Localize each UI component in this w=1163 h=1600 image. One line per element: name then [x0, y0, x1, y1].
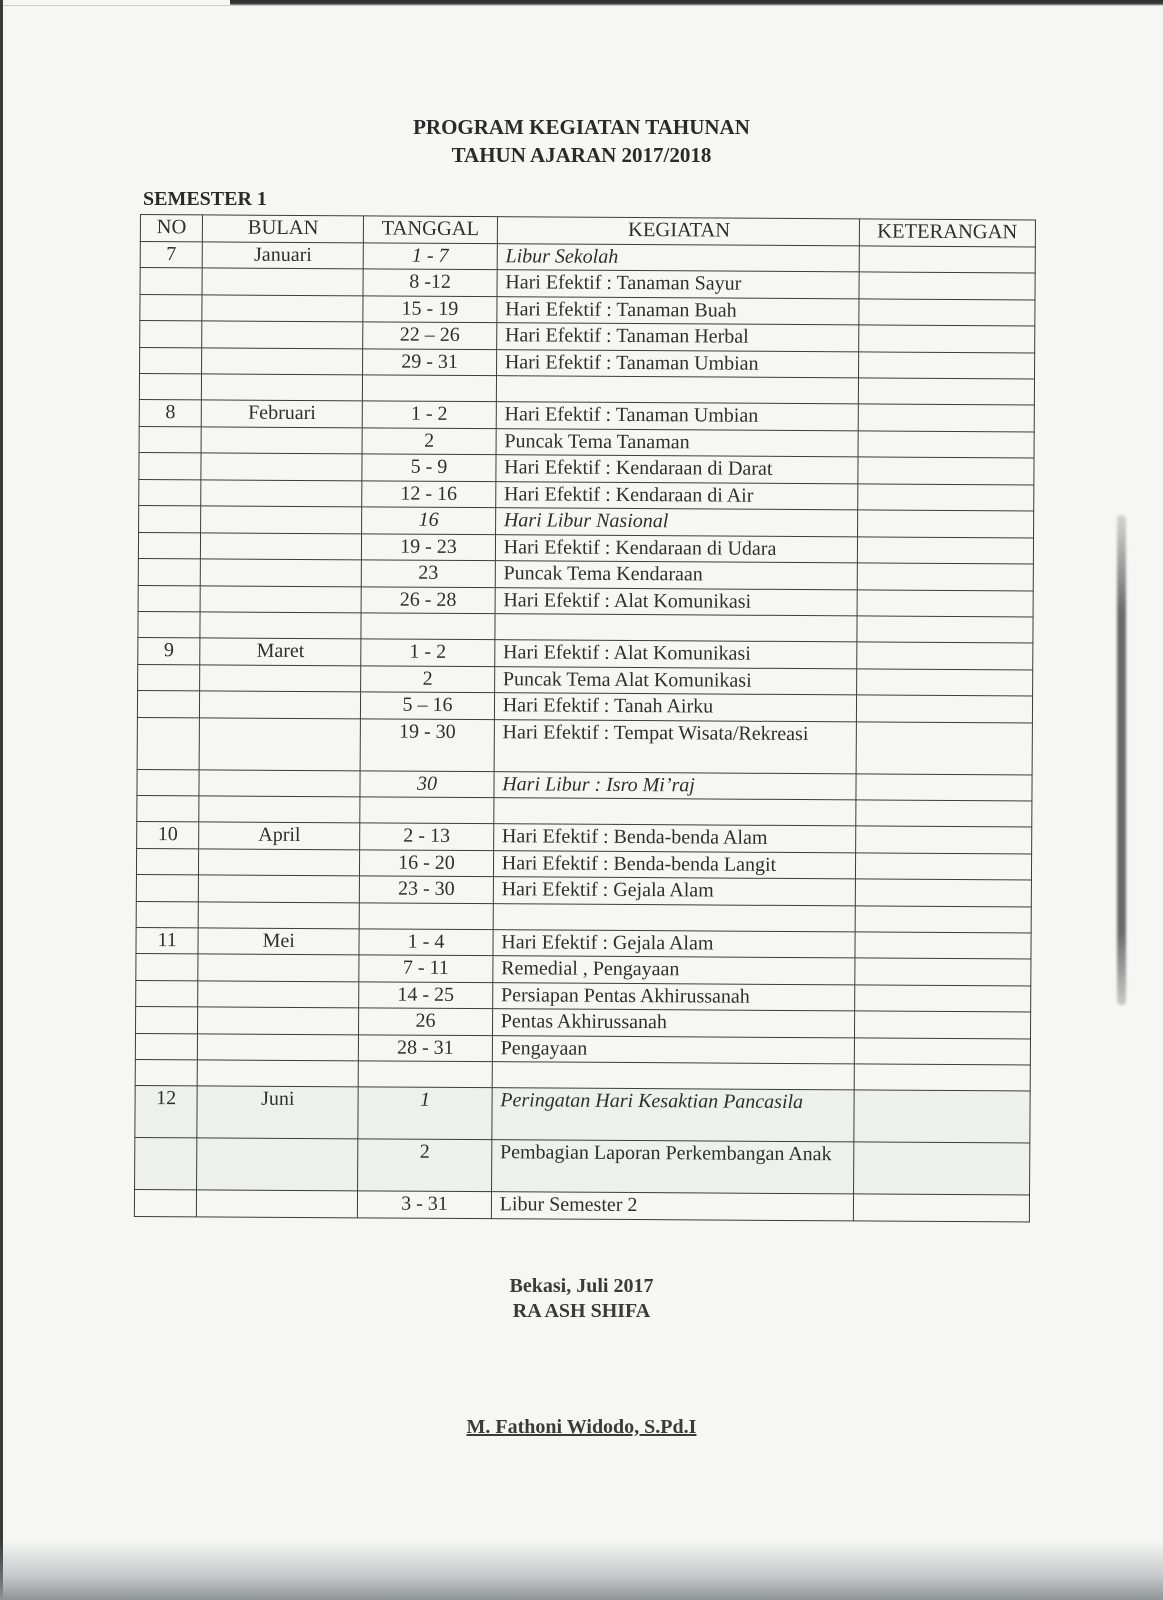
cell-bulan [202, 321, 363, 348]
cell-bulan [201, 479, 362, 506]
header-no: NO [140, 215, 202, 242]
cell-kegiatan: Hari Efektif : Tanaman Sayur [497, 270, 859, 299]
cell-kegiatan: Hari Efektif : Tanaman Buah [497, 296, 859, 325]
cell-keterangan [859, 272, 1036, 300]
cell-kegiatan: Hari Libur Nasional [495, 508, 857, 537]
cell-keterangan [857, 589, 1034, 617]
cell-no [135, 1033, 197, 1060]
cell-keterangan [854, 984, 1031, 1012]
cell-keterangan [858, 378, 1035, 405]
header-keterangan: KETERANGAN [859, 219, 1036, 247]
cell-tanggal: 1 - 2 [362, 401, 496, 428]
semester-label: SEMESTER 1 [143, 188, 267, 210]
cell-tanggal: 19 - 30 [360, 718, 494, 771]
document-title: PROGRAM KEGIATAN TAHUNAN [413, 115, 750, 139]
cell-tanggal: 2 - 13 [360, 823, 494, 850]
cell-keterangan [857, 536, 1034, 564]
cell-no [139, 505, 201, 532]
cell-no [136, 980, 198, 1007]
cell-kegiatan: Hari Efektif : Alat Komunikasi [494, 640, 856, 669]
cell-kegiatan: Libur Semester 2 [491, 1192, 853, 1221]
cell-keterangan [857, 510, 1034, 538]
cell-no [135, 1137, 197, 1189]
cell-kegiatan: Persiapan Pentas Akhirussanah [492, 982, 854, 1011]
cell-no [138, 585, 200, 612]
activity-table [134, 214, 1036, 1222]
cell-kegiatan [494, 798, 856, 826]
cell-no [135, 1006, 197, 1033]
cell-keterangan [855, 879, 1032, 907]
cell-keterangan [858, 404, 1035, 432]
place-date: Bekasi, Juli 2017 [509, 1275, 654, 1297]
cell-bulan: April [199, 822, 360, 849]
table-body [134, 241, 1035, 1221]
cell-tanggal: 26 - 28 [361, 586, 495, 613]
cell-no [138, 532, 200, 559]
cell-bulan [198, 1007, 359, 1034]
cell-kegiatan [495, 614, 857, 642]
cell-tanggal: 5 – 16 [361, 692, 495, 719]
cell-tanggal: 29 - 31 [363, 348, 497, 375]
cell-bulan [200, 664, 361, 691]
cell-kegiatan: Hari Efektif : Kendaraan di Darat [496, 455, 858, 484]
cell-keterangan [857, 616, 1034, 643]
cell-tanggal: 23 - 30 [360, 876, 494, 903]
cell-no: 7 [140, 241, 202, 268]
cell-kegiatan: Remedial , Pengayaan [493, 956, 855, 985]
cell-tanggal: 28 - 31 [359, 1034, 493, 1061]
cell-kegiatan: Hari Efektif : Tanaman Herbal [496, 323, 858, 352]
cell-keterangan [854, 958, 1031, 986]
cell-no [139, 374, 201, 400]
cell-no [139, 426, 201, 453]
table-row [135, 1085, 1030, 1142]
cell-kegiatan: Libur Sekolah [497, 243, 859, 272]
cell-bulan [198, 954, 359, 981]
cell-no [136, 953, 198, 980]
cell-keterangan [855, 852, 1032, 880]
cell-no [136, 848, 198, 875]
cell-no: 12 [135, 1085, 197, 1137]
cell-bulan [197, 1138, 358, 1191]
scan-top-edge-gap [0, 0, 230, 5]
cell-tanggal: 19 - 23 [362, 533, 496, 560]
cell-bulan [199, 717, 360, 770]
cell-tanggal [358, 1061, 492, 1088]
cell-no [137, 769, 199, 796]
cell-no [138, 664, 200, 691]
cell-keterangan [856, 668, 1033, 696]
cell-bulan [198, 980, 359, 1007]
cell-tanggal [360, 797, 494, 824]
cell-keterangan [853, 1090, 1030, 1143]
cell-tanggal: 14 - 25 [359, 981, 493, 1008]
header-bulan: BULAN [203, 215, 364, 242]
cell-no [137, 795, 199, 821]
header-tanggal: TANGGAL [364, 216, 498, 243]
cell-tanggal: 3 - 31 [358, 1191, 492, 1218]
cell-no: 11 [136, 927, 198, 954]
cell-no [140, 294, 202, 321]
cell-tanggal: 16 [362, 507, 496, 534]
cell-keterangan [858, 351, 1035, 379]
cell-no [138, 558, 200, 585]
cell-kegiatan [493, 903, 855, 931]
cell-bulan: Mei [198, 927, 359, 954]
cell-keterangan [854, 1064, 1031, 1091]
cell-tanggal: 1 - 2 [361, 639, 495, 666]
cell-bulan [198, 875, 359, 902]
cell-tanggal: 2 [362, 427, 496, 454]
signer-name: M. Fathoni Widodo, S.Pd.I [466, 1416, 697, 1438]
cell-bulan: Juni [197, 1086, 358, 1139]
cell-tanggal: 8 -12 [363, 269, 497, 296]
cell-bulan [202, 374, 363, 401]
scan-left-edge [0, 0, 3, 1600]
cell-no [136, 874, 198, 901]
cell-keterangan [858, 298, 1035, 326]
cell-tanggal [361, 613, 495, 640]
cell-keterangan [858, 430, 1035, 458]
table-row [134, 1189, 1029, 1221]
cell-bulan [199, 769, 360, 796]
cell-keterangan [857, 457, 1034, 485]
cell-bulan [200, 691, 361, 718]
cell-bulan [201, 506, 362, 533]
cell-keterangan [856, 695, 1033, 723]
cell-no [135, 1059, 197, 1085]
cell-bulan [201, 426, 362, 453]
cell-kegiatan: Hari Efektif : Tanah Airku [494, 693, 856, 722]
cell-no [134, 1189, 196, 1216]
cell-tanggal: 16 - 20 [360, 849, 494, 876]
cell-bulan [200, 585, 361, 612]
cell-no: 9 [138, 637, 200, 664]
cell-tanggal: 1 - 7 [363, 242, 497, 269]
cell-bulan: Januari [202, 241, 363, 268]
cell-keterangan [854, 1037, 1031, 1065]
cell-kegiatan: Hari Efektif : Tanaman Umbian [496, 402, 858, 431]
cell-no [138, 611, 200, 637]
cell-tanggal: 5 - 9 [362, 454, 496, 481]
cell-bulan [199, 848, 360, 875]
cell-keterangan [854, 1011, 1031, 1039]
cell-keterangan [853, 1194, 1030, 1222]
cell-bulan: Februari [201, 400, 362, 427]
cell-bulan [201, 532, 362, 559]
cell-bulan [200, 559, 361, 586]
cell-kegiatan: Pentas Akhirussanah [492, 1009, 854, 1038]
cell-kegiatan: Hari Efektif : Gejala Alam [493, 929, 855, 958]
cell-keterangan [856, 773, 1033, 801]
cell-no [137, 690, 199, 717]
cell-keterangan [855, 800, 1032, 827]
cell-kegiatan: Hari Efektif : Tanaman Umbian [496, 349, 858, 378]
cell-bulan [198, 901, 359, 928]
cell-keterangan [857, 483, 1034, 511]
cell-keterangan [853, 1142, 1030, 1195]
cell-tanggal: 22 – 26 [363, 322, 497, 349]
cell-kegiatan [492, 1062, 854, 1090]
cell-tanggal [363, 375, 497, 402]
institution-name: RA ASH SHIFA [512, 1300, 651, 1322]
cell-kegiatan [496, 376, 858, 404]
cell-kegiatan: Hari Efektif : Benda-benda Langit [493, 850, 855, 879]
header-kegiatan: KEGIATAN [497, 217, 859, 246]
cell-no: 10 [137, 821, 199, 848]
cell-bulan [202, 268, 363, 295]
cell-kegiatan: Puncak Tema Alat Komunikasi [494, 666, 856, 695]
cell-keterangan [856, 642, 1033, 670]
cell-no [140, 347, 202, 374]
cell-keterangan [858, 325, 1035, 353]
cell-bulan [197, 1190, 358, 1217]
cell-bulan [200, 612, 361, 639]
cell-no [139, 452, 201, 479]
cell-keterangan [857, 563, 1034, 591]
cell-tanggal: 23 [361, 560, 495, 587]
cell-tanggal: 30 [360, 770, 494, 797]
cell-tanggal: 2 [361, 665, 495, 692]
scan-artifact-streak [1117, 515, 1126, 1005]
cell-kegiatan: Pembagian Laporan Perkembangan Anak [491, 1140, 853, 1194]
cell-kegiatan: Hari Libur : Isro Mi’raj [494, 771, 856, 800]
cell-kegiatan: Peringatan Hari Kesaktian Pancasila [492, 1088, 854, 1142]
cell-tanggal: 7 - 11 [359, 955, 493, 982]
cell-keterangan [855, 931, 1032, 959]
cell-no [139, 479, 201, 506]
cell-keterangan [855, 905, 1032, 932]
cell-kegiatan: Hari Efektif : Benda-benda Alam [493, 824, 855, 853]
cell-kegiatan: Puncak Tema Kendaraan [495, 561, 857, 590]
cell-tanggal: 1 [358, 1087, 492, 1140]
cell-tanggal: 26 [359, 1008, 493, 1035]
cell-kegiatan: Hari Efektif : Gejala Alam [493, 877, 855, 906]
cell-no [140, 268, 202, 295]
table-row [137, 717, 1032, 774]
document-subtitle: TAHUN AJARAN 2017/2018 [451, 143, 712, 167]
cell-kegiatan: Hari Efektif : Kendaraan di Air [495, 481, 857, 510]
cell-bulan [202, 347, 363, 374]
cell-bulan [198, 1033, 359, 1060]
cell-bulan [199, 796, 360, 823]
cell-tanggal: 2 [358, 1139, 492, 1192]
cell-keterangan [859, 245, 1036, 273]
cell-bulan: Maret [200, 638, 361, 665]
cell-tanggal [359, 902, 493, 929]
cell-tanggal: 12 - 16 [362, 480, 496, 507]
scan-bottom-shadow [0, 1540, 1163, 1600]
cell-tanggal: 1 - 4 [359, 928, 493, 955]
cell-kegiatan: Hari Efektif : Kendaraan di Udara [495, 534, 857, 563]
cell-kegiatan: Pengayaan [492, 1035, 854, 1064]
cell-kegiatan: Hari Efektif : Tempat Wisata/Rekreasi [494, 719, 856, 773]
cell-tanggal: 15 - 19 [363, 295, 497, 322]
table-row [135, 1137, 1030, 1194]
cell-bulan [197, 1060, 358, 1087]
cell-kegiatan: Hari Efektif : Alat Komunikasi [495, 587, 857, 616]
cell-bulan [202, 294, 363, 321]
cell-no [136, 901, 198, 927]
cell-no [140, 321, 202, 348]
cell-kegiatan: Puncak Tema Tanaman [496, 428, 858, 457]
cell-no: 8 [139, 399, 201, 426]
cell-bulan [201, 453, 362, 480]
cell-keterangan [856, 721, 1033, 774]
cell-keterangan [855, 826, 1032, 854]
cell-no [137, 717, 199, 769]
